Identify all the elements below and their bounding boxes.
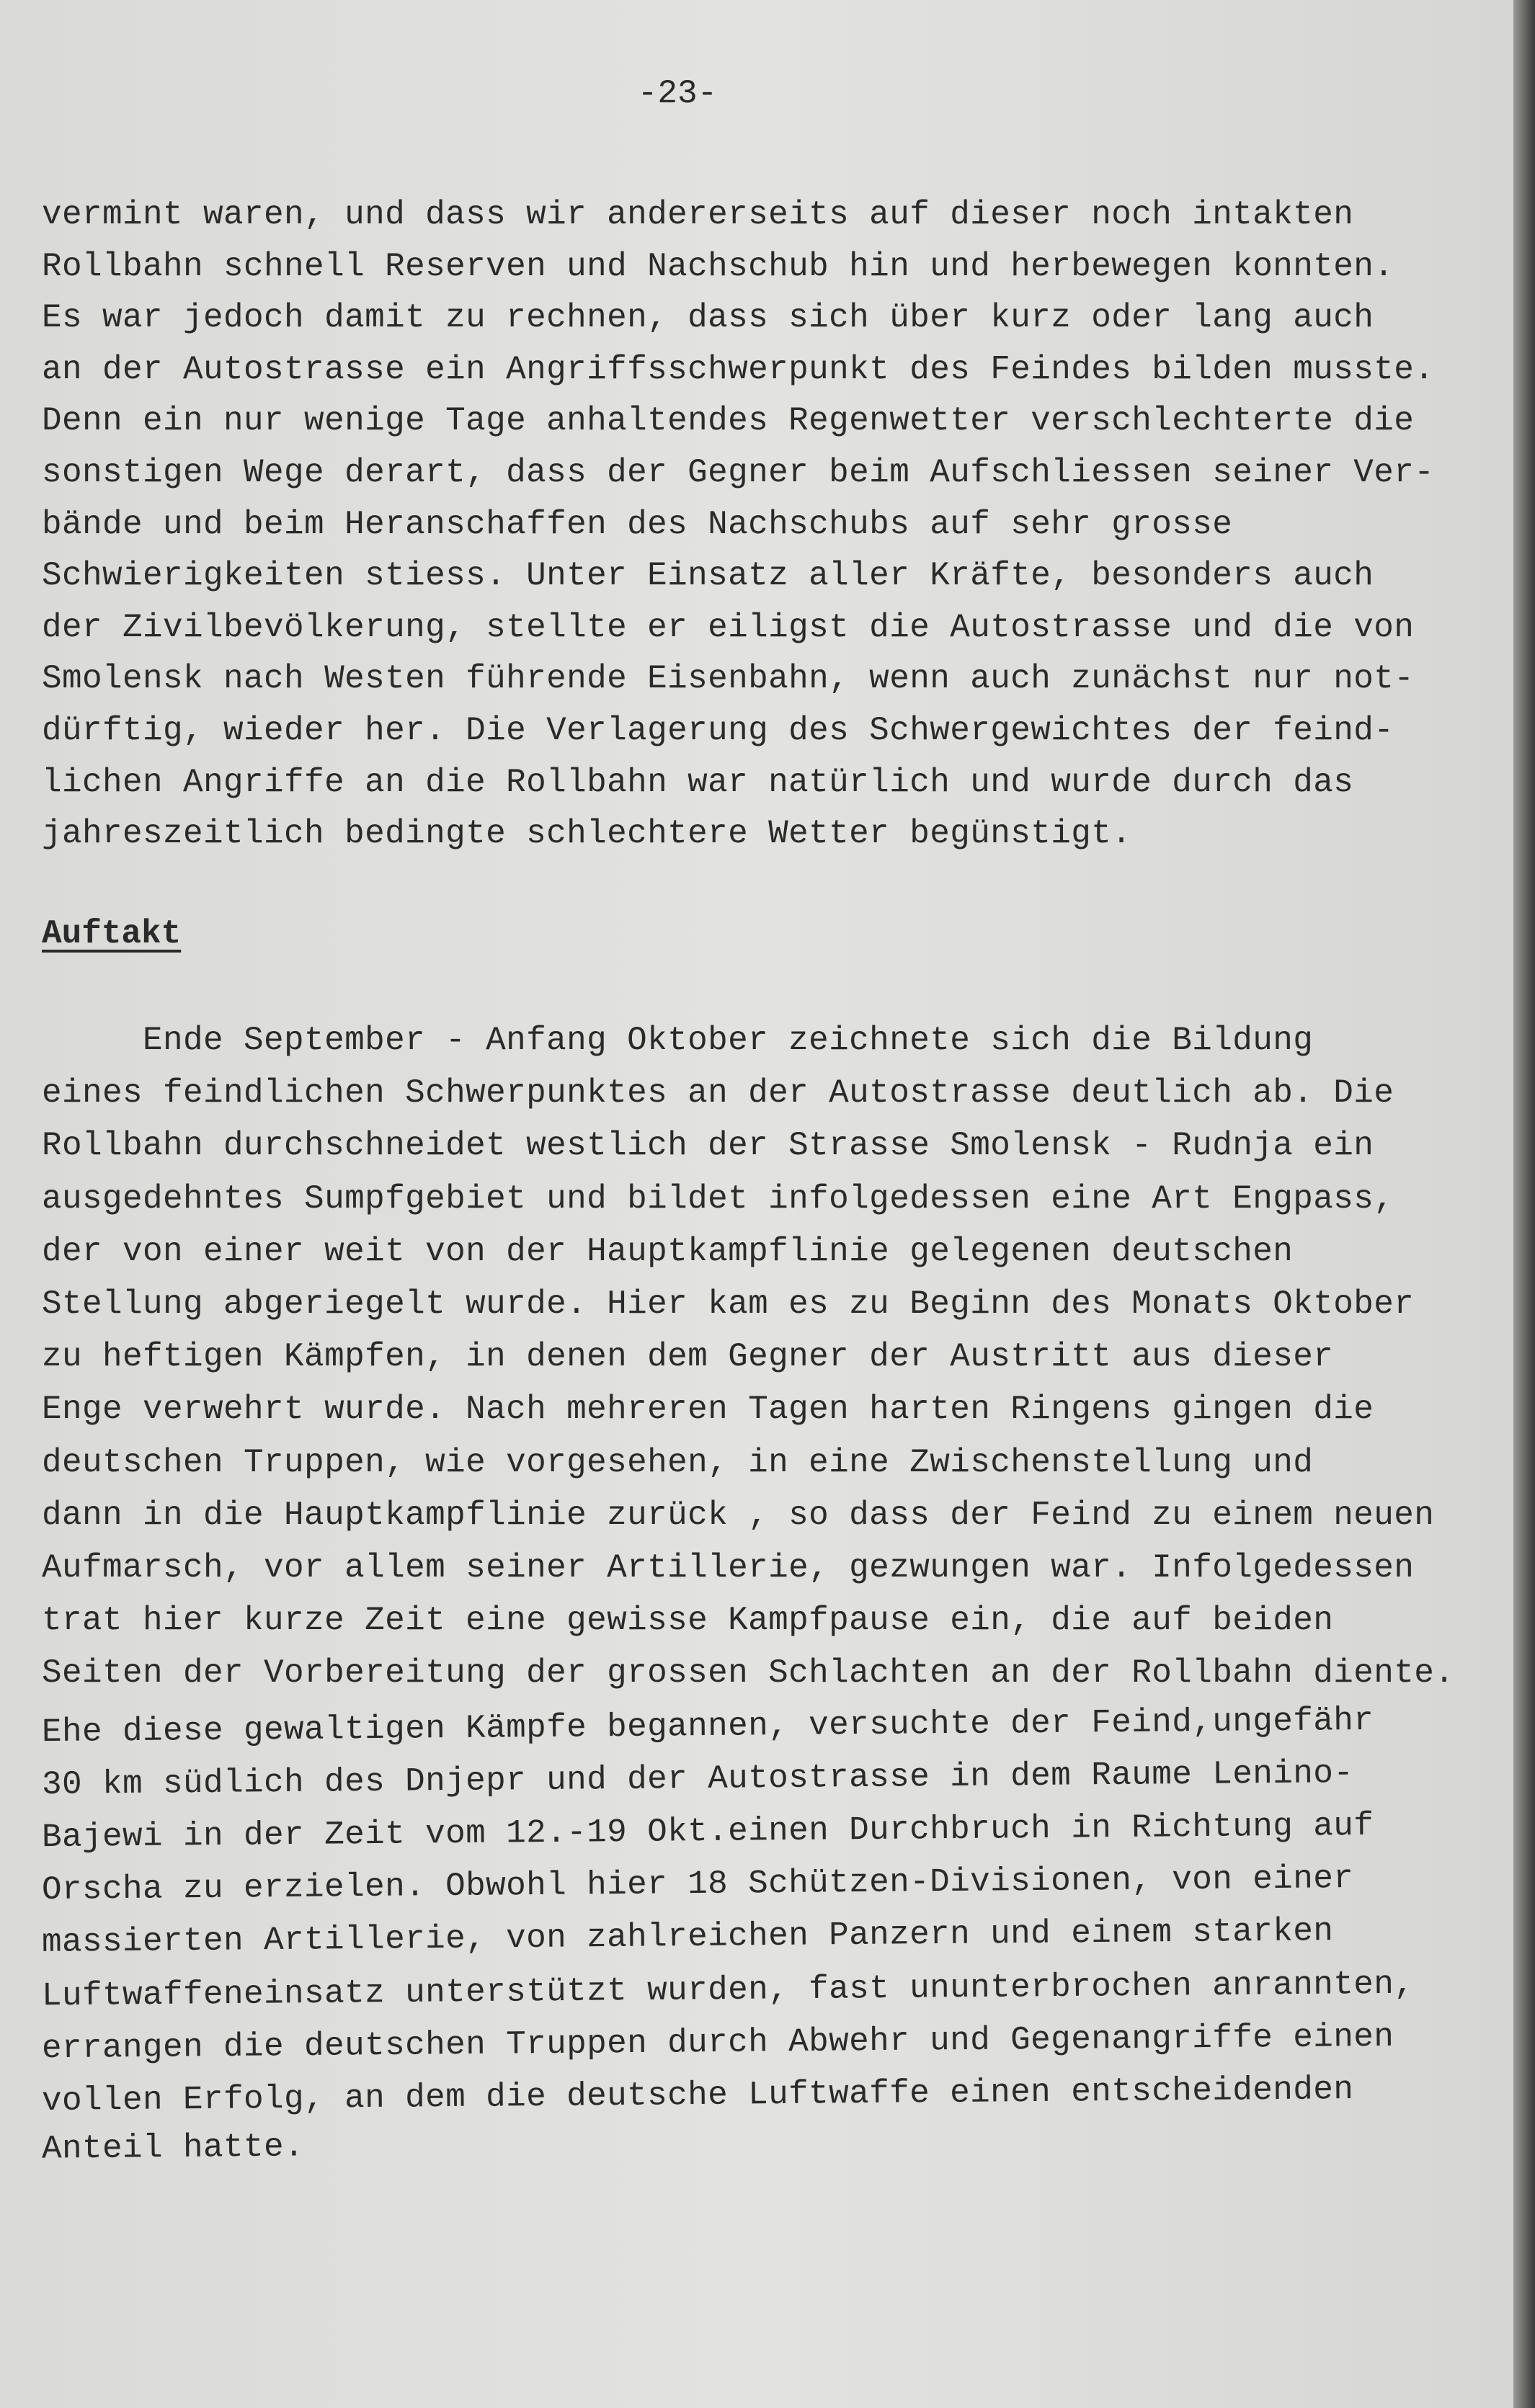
text-line: der Zivilbevölkerung, stellte er eiligst die Autostrasse und die von: [42, 608, 1415, 646]
text-line: Seiten der Vorbereitung der grossen Schlachten an der Rollbahn diente.: [42, 1654, 1455, 1693]
text-line: zu heftigen Kämpfen, in denen dem Gegner der Austritt aus dieser: [42, 1338, 1334, 1376]
text-line: an der Autostrasse ein Angriffsschwerpunkt des Feindes bilden musste.: [42, 350, 1435, 388]
text-line: 30 km südlich des Dnjepr und der Autostrasse in dem Raume Lenino-: [41, 1754, 1354, 1803]
text-line: Es war jedoch damit zu rechnen, dass sich über kurz oder lang auch: [42, 299, 1374, 337]
text-line: Denn ein nur wenige Tage anhaltendes Regenwetter verschlechterte die: [42, 402, 1415, 440]
text-line: Anteil hatte.: [41, 2128, 305, 2168]
text-line: lichen Angriffe an die Rollbahn war natürlich und wurde durch das: [42, 763, 1354, 801]
page-number: -23-: [637, 75, 718, 112]
text-line: Smolensk nach Westen führende Eisenbahn, wenn auch zunächst nur not-: [42, 660, 1415, 698]
text-line: trat hier kurze Zeit eine gewisse Kampfpause ein, die auf beiden: [42, 1602, 1334, 1640]
text-line: der von einer weit von der Hauptkampflinie gelegenen deutschen: [42, 1232, 1294, 1270]
section-heading: Auftakt: [42, 915, 182, 953]
text-line: Ehe diese gewaltigen Kämpfe begannen, versuchte der Feind,ungefähr: [41, 1701, 1374, 1751]
text-line: jahreszeitlich bedingte schlechtere Wetter begünstigt.: [42, 815, 1132, 853]
text-line: sonstigen Wege derart, dass der Gegner beim Aufschliessen seiner Ver-: [42, 454, 1435, 491]
text-line: ausgedehntes Sumpfgebiet und bildet infolgedessen eine Art Engpass,: [42, 1180, 1394, 1218]
text-line: Enge verwehrt wurde. Nach mehreren Tagen harten Ringens gingen die: [42, 1391, 1374, 1429]
text-line: Rollbahn schnell Reserven und Nachschub hin und herbewegen konnten.: [42, 247, 1394, 285]
text-line: errangen die deutschen Truppen durch Abwehr und Gegenangriffe einen: [41, 2017, 1394, 2067]
text-line: Orscha zu erzielen. Obwohl hier 18 Schützen-Divisionen, von einer: [41, 1860, 1354, 1909]
text-line: Schwierigkeiten stiess. Unter Einsatz aller Kräfte, besonders auch: [42, 557, 1374, 595]
text-line: Ende September - Anfang Oktober zeichnete sich die Bildung: [42, 1022, 1314, 1059]
text-line: Rollbahn durchschneidet westlich der Strasse Smolensk - Rudnja ein: [42, 1127, 1374, 1165]
page-edge-shadow: [1513, 0, 1535, 2408]
text-line: massierten Artillerie, von zahlreichen Panzern und einem starken: [41, 1912, 1334, 1962]
text-line: Bajewi in der Zeit vom 12.-19 Okt.einen Durchbruch in Richtung auf: [41, 1806, 1374, 1857]
text-line: dann in die Hauptkampflinie zurück , so dass der Feind zu einem neuen: [42, 1496, 1435, 1534]
text-line: vermint waren, und dass wir andererseits auf dieser noch intakten: [42, 196, 1354, 233]
text-line: Stellung abgeriegelt wurde. Hier kam es zu Beginn des Monats Oktober: [42, 1285, 1415, 1323]
text-line: dürftig, wieder her. Die Verlagerung des Schwergewichtes der feind-: [42, 712, 1394, 749]
text-line: vollen Erfolg, an dem die deutsche Luftwaffe einen entscheidenden: [41, 2071, 1354, 2120]
text-line: deutschen Truppen, wie vorgesehen, in eine Zwischenstellung und: [42, 1443, 1314, 1481]
text-line: Luftwaffeneinsatz unterstützt wurden, fast ununterbrochen anrannten,: [41, 1965, 1415, 2015]
text-line: Aufmarsch, vor allem seiner Artillerie, gezwungen war. Infolgedessen: [42, 1549, 1415, 1587]
text-line: eines feindlichen Schwerpunktes an der Autostrasse deutlich ab. Die: [42, 1074, 1394, 1112]
text-line: bände und beim Heranschaffen des Nachschubs auf sehr grosse: [42, 505, 1233, 543]
